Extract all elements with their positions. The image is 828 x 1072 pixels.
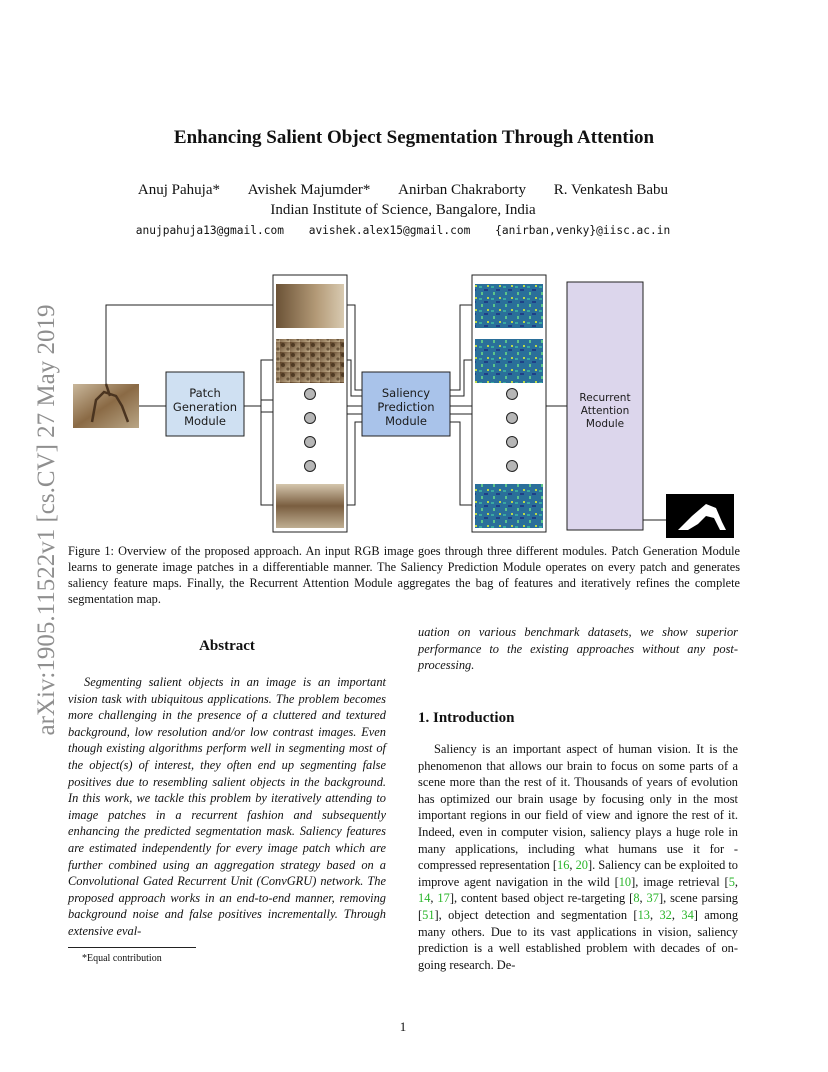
citation-link[interactable]: 16 bbox=[557, 858, 570, 873]
email-address: avishek.alex15@gmail.com bbox=[308, 224, 471, 237]
attention-module-label-line: Module bbox=[585, 418, 625, 430]
patch-module-label-line: Generation bbox=[172, 400, 238, 414]
introduction-paragraph bbox=[418, 741, 738, 973]
author-name: Anirban Chakraborty bbox=[398, 182, 527, 198]
citation-link[interactable]: 14 bbox=[418, 891, 431, 906]
patch-module-label-line: Patch bbox=[189, 386, 221, 400]
paragraph-text: ], content based object re-targeting [ bbox=[449, 891, 634, 906]
page-number: 1 bbox=[399, 1019, 407, 1034]
saliency-feature-map bbox=[475, 484, 543, 528]
attention-module-label-line: Attention bbox=[580, 405, 630, 417]
paragraph-text: , bbox=[649, 907, 660, 922]
citation-link[interactable]: 20 bbox=[575, 858, 588, 873]
paragraph-text: ], image retrieval [ bbox=[631, 874, 729, 889]
author-name: Avishek Majumder* bbox=[247, 182, 371, 198]
footnote-equal-contribution: *Equal contribution bbox=[82, 953, 162, 964]
citation-link[interactable]: 10 bbox=[618, 874, 632, 889]
author-list bbox=[0, 182, 806, 199]
paragraph-text: , bbox=[430, 891, 438, 906]
paragraph-text: , bbox=[569, 858, 576, 873]
paragraph-text: ] among many others. Due to its vast applications in vision, saliency prediction is a well established problem with decades of on-going research. De- bbox=[418, 907, 739, 972]
footnote-divider bbox=[68, 947, 196, 948]
citation-link[interactable]: 51 bbox=[422, 907, 435, 922]
patch-module-label-line: Module bbox=[184, 414, 226, 428]
abstract-heading: Abstract bbox=[199, 638, 255, 654]
author-emails bbox=[0, 224, 806, 237]
overview-figure bbox=[70, 272, 738, 540]
paper-title: Enhancing Salient Object Segmentation Through Attention bbox=[173, 127, 655, 148]
saliency-module-label-line: Prediction bbox=[377, 400, 435, 414]
citation-link[interactable]: 34 bbox=[681, 907, 694, 922]
saliency-module-label-line: Module bbox=[385, 414, 427, 428]
saliency-feature-map bbox=[475, 339, 543, 383]
citation-link[interactable]: 32 bbox=[659, 907, 672, 922]
email-address: {anirban,venky}@iisc.ac.in bbox=[495, 224, 671, 237]
citation-link[interactable]: 13 bbox=[637, 907, 650, 922]
image-patch bbox=[276, 284, 344, 328]
section-heading-introduction: 1. Introduction bbox=[418, 710, 515, 726]
paragraph-text: , bbox=[671, 907, 682, 922]
paragraph-text: ], object detection and segmentation [ bbox=[434, 907, 638, 922]
saliency-module-label-line: Saliency bbox=[381, 386, 431, 400]
saliency-feature-map bbox=[475, 284, 543, 328]
paragraph-text: ]. Saliency can be exploited to improve agent navigation in the wild [ bbox=[418, 858, 738, 889]
author-name: R. Venkatesh Babu bbox=[553, 182, 669, 198]
paragraph-text: , bbox=[639, 891, 647, 906]
author-name: Anuj Pahuja* bbox=[137, 182, 220, 198]
email-address: anujpahuja13@gmail.com bbox=[135, 224, 284, 237]
image-patch bbox=[276, 484, 344, 528]
paragraph-text: ], scene parsing [ bbox=[418, 891, 738, 922]
citation-link[interactable]: 37 bbox=[646, 891, 659, 906]
figure-caption: Figure 1: Overview of the proposed approach. An input RGB image goes through three different modules. Patch Generation Module learns to generate image patches in a differentiable manner. The Saliency Prediction Module operates on every patch and generates saliency feature maps. Finally, the Recurrent Attention Module aggregates the bag of features and iteratively refines the complete segmentation map. bbox=[68, 544, 740, 606]
attention-module-label-line: Recurrent bbox=[579, 392, 631, 404]
paragraph-text: Saliency is an important aspect of human vision. It is the phenomenon that allows our brain to focus on some parts of a scene more than the rest of it. Thousands of years of evolution has optimized our brain usage by focusing only in the most important regions in our field of view and ignore the rest of it. Indeed, even in computer vision, saliency plays a huge role in many applications, including what humans use it for - compressed representation [ bbox=[418, 742, 738, 873]
abstract-continuation: uation on various benchmark datasets, we show superior performance to the existing approaches without any post-processing. bbox=[418, 625, 738, 673]
paragraph-text: , bbox=[734, 874, 738, 889]
abstract-body: Segmenting salient objects in an image is an important vision task with ubiquitous applications. The problem becomes more challenging in the presence of a cluttered and textured background, low resolution and/or low contrast images. Even though existing algorithms perform well in segmenting most of the object(s) of interest, they often end up segmenting false positives due to resembling salient objects in the background. In this work, we tackle this problem by iteratively attending to image patches in a recurrent fashion and subsequently enhancing the predicted segmentation mask. Saliency features are estimated independently for every image patch which are further combined using an aggregation strategy based on a Convolutional Gated Recurrent Unit (ConvGRU) network. The proposed approach works in an end-to-end manner, removing background noise and false positives incrementally. Through extensive eval- bbox=[68, 675, 386, 938]
citation-link[interactable]: 5 bbox=[728, 874, 735, 889]
citation-link[interactable]: 8 bbox=[633, 891, 640, 906]
image-patch bbox=[276, 339, 344, 383]
citation-link[interactable]: 17 bbox=[437, 891, 450, 906]
arxiv-identifier-stamp: arXiv:1905.11522v1 [cs.CV] 27 May 2019 bbox=[33, 304, 60, 736]
affiliation: Indian Institute of Science, Bangalore, India bbox=[270, 202, 536, 218]
